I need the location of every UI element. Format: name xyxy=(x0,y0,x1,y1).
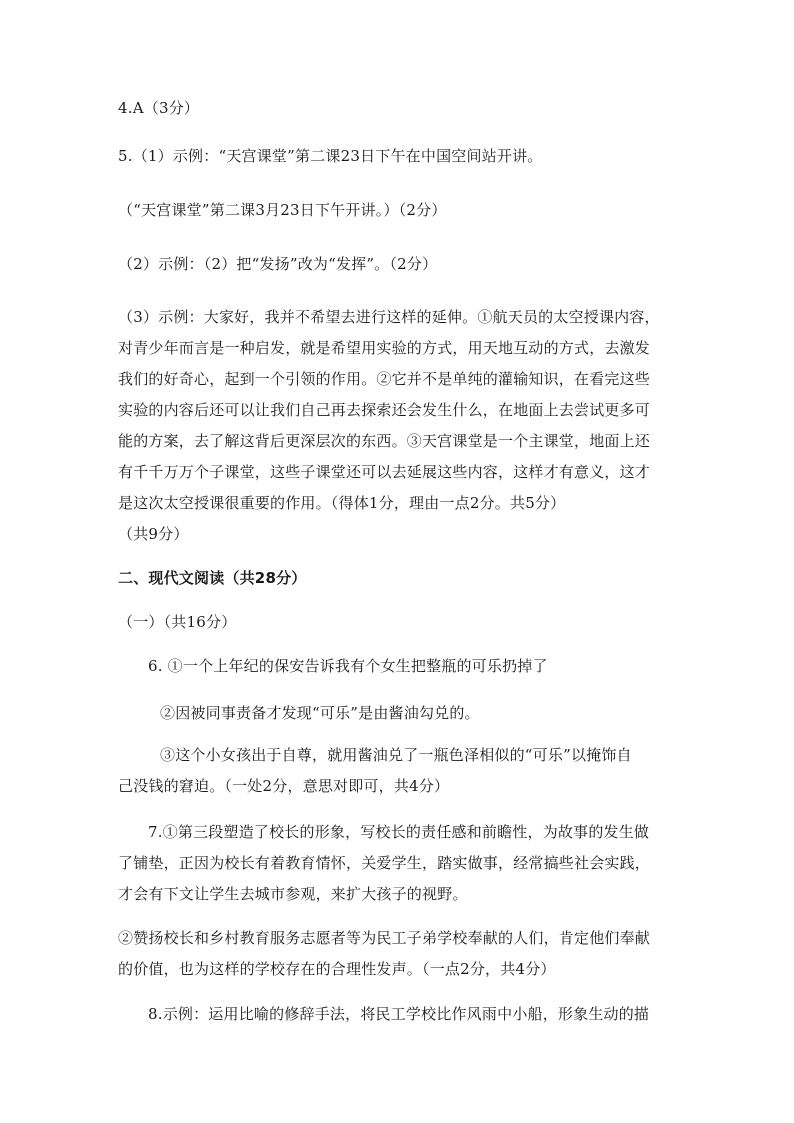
answer-7-2-line-1: ②赞扬校长和乡村教育服务志愿者等为民工子弟学校奉献的人们，肯定他们奉献 xyxy=(118,929,651,947)
answer-5-2: （2）示例：（2）把“发扬”改为“发挥”。（2分） xyxy=(118,255,438,273)
answer-6-3-line-1: ③这个小女孩出于自尊，就用酱油兑了一瓶色泽相似的“可乐”以掩饰自 xyxy=(160,746,632,764)
answer-5-1: 5.（1）示例：“天宫课堂”第二课23日下午在中国空间站开讲。 xyxy=(118,147,543,165)
answer-5-1-alt: （“天宫课堂”第二课3月23日下午开讲。）（2分） xyxy=(118,201,447,219)
answer-5-3-line-4: 实验的内容后还可以让我们自己再去探索还会发生什么，在地面上去尝试更多可 xyxy=(118,401,651,419)
answer-5-total: （共9分） xyxy=(118,525,189,543)
answer-5-3-line-2: 对青少年而言是一种启发，就是希望用实验的方式，用天地互动的方式，去激发 xyxy=(118,339,651,357)
answer-5-3-line-7: 是这次太空授课很重要的作用。（得体1分，理由一点2分。共5分） xyxy=(118,494,566,512)
answer-6-1: 6. ①一个上年纪的保安告诉我有个女生把整瓶的可乐扔掉了 xyxy=(148,657,548,675)
answer-6-2: ②因被同事责备才发现“可乐”是由酱油勾兑的。 xyxy=(160,704,480,722)
answer-5-3-line-1: （3）示例：大家好，我并不希望去进行这样的延伸。①航天员的太空授课内容， xyxy=(118,308,660,326)
answer-5-3-line-6: 有千千万万个子课堂，这些子课堂还可以去延展这些内容，这样才有意义，这才 xyxy=(118,463,651,481)
answer-7-1-line-2: 了铺垫，正因为校长有着教育情怀，关爱学生，踏实做事，经常搞些社会实践， xyxy=(118,854,651,872)
subsection-heading: （一）（共16分） xyxy=(118,613,237,631)
answer-8-line-1: 8.示例：运用比喻的修辞手法，将民工学校比作风雨中小船，形象生动的描 xyxy=(148,1005,650,1023)
answer-5-3-line-3: 我们的好奇心，起到一个引领的作用。②它并不是单纯的灌输知识，在看完这些 xyxy=(118,370,651,388)
answer-7-1-line-3: 才会有下文让学生去城市参观，来扩大孩子的视野。 xyxy=(118,885,468,903)
answer-7-1-line-1: 7.①第三段塑造了校长的形象，写校长的责任感和前瞻性，为故事的发生做 xyxy=(148,823,650,841)
answer-4: 4.A（3分） xyxy=(118,99,200,117)
answer-5-3-line-5: 能的方案，去了解这背后更深层次的东西。③天宫课堂是一个主课堂，地面上还 xyxy=(118,432,651,450)
answer-6-3-line-2: 己没钱的窘迫。（一处2分，意思对即可，共4分） xyxy=(118,777,450,795)
answer-7-2-line-2: 的价值，也为这样的学校存在的合理性发声。（一点2分，共4分） xyxy=(118,960,556,978)
section-heading: 二、现代文阅读（共28分） xyxy=(118,569,307,587)
